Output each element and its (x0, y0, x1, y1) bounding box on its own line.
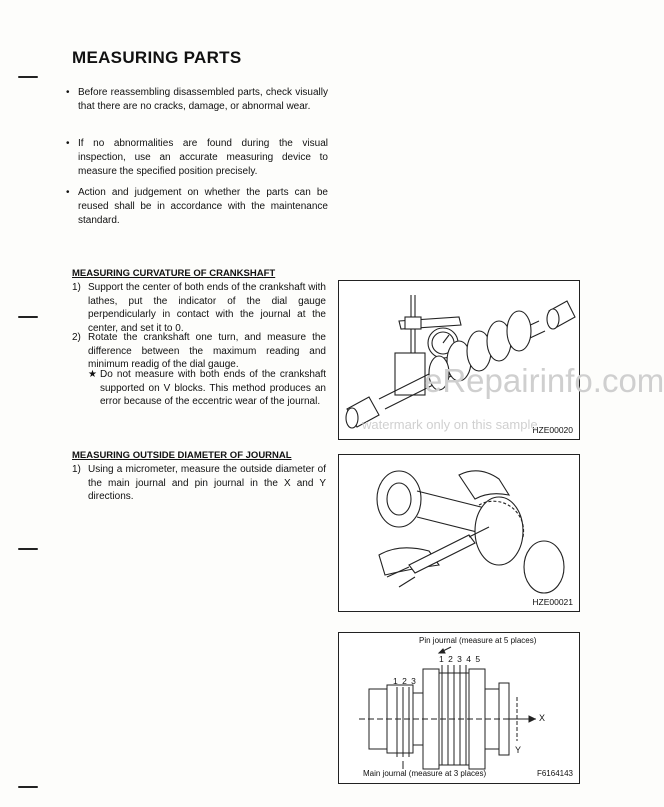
figure-measuring-points (338, 632, 580, 784)
bullet-item: • If no abnormalities are found during the visual inspection, use an accurate measuring device to measure the specified position precisely. (66, 138, 328, 177)
bullet-dot-icon: • (66, 138, 70, 149)
main-journal-label: Main journal (measure at 3 places) (363, 769, 487, 778)
step-item: 1) Using a micrometer, measure the outside diameter of the main journal and pin journal in the X and Y directions. (72, 464, 326, 502)
pin-journal-numbers: 1 2 3 4 5 (439, 654, 482, 664)
step-item: 1) Support the center of both ends of the crankshaft with lathes, put the indicator of the dial gauge perpendicularly in contact with the journal at the center, and set it to 0. (72, 282, 326, 334)
figure-journal-diameter (338, 454, 580, 612)
bullet-item: • Before reassembling disassembled parts, check visually that there are no cracks, damage, or abnormal wear. (66, 87, 328, 112)
watermark-note: watermark only on this sample (362, 417, 538, 432)
figure-crankshaft-curvature (338, 280, 580, 440)
micrometer-illustration (339, 455, 579, 611)
x-axis-label: X (539, 713, 546, 723)
watermark-site: eRepairinfo.com (424, 362, 664, 399)
margin-mark (18, 76, 38, 78)
crankshaft-dial-gauge-illustration (339, 281, 579, 439)
step-item: 2) Rotate the crankshaft one turn, and measure the difference between the maximum reading and minimum readig of the dial gauge. (72, 332, 326, 370)
section-heading-crankshaft: MEASURING CURVATURE OF CRANKSHAFT (72, 268, 276, 279)
star-icon: ★ (88, 369, 97, 380)
bullet-dot-icon: • (66, 187, 70, 198)
margin-mark (18, 786, 38, 788)
figure-code: F6164143 (536, 769, 573, 778)
y-axis-label: Y (515, 745, 522, 755)
bullet-item: • Action and judgement on whether the parts can be reused shall be in accordance with the maintenance standard. (66, 187, 328, 226)
section-heading-journal: MEASURING OUTSIDE DIAMETER OF JOURNAL (72, 450, 292, 461)
bullet-dot-icon: • (66, 87, 70, 98)
margin-mark (18, 316, 38, 318)
caution-note: ★ Do not measure with both ends of the crankshaft supported on V blocks. This method produces an error because of the eccentric wear of the journal. (88, 369, 326, 407)
figure-code: HZE00021 (532, 597, 573, 607)
page-title: MEASURING PARTS (72, 48, 242, 67)
margin-mark (18, 548, 38, 550)
main-journal-numbers: 1 2 3 (393, 676, 417, 686)
pin-journal-label: Pin journal (measure at 5 places) (419, 636, 537, 645)
figure-code: HZE00020 (532, 425, 573, 435)
